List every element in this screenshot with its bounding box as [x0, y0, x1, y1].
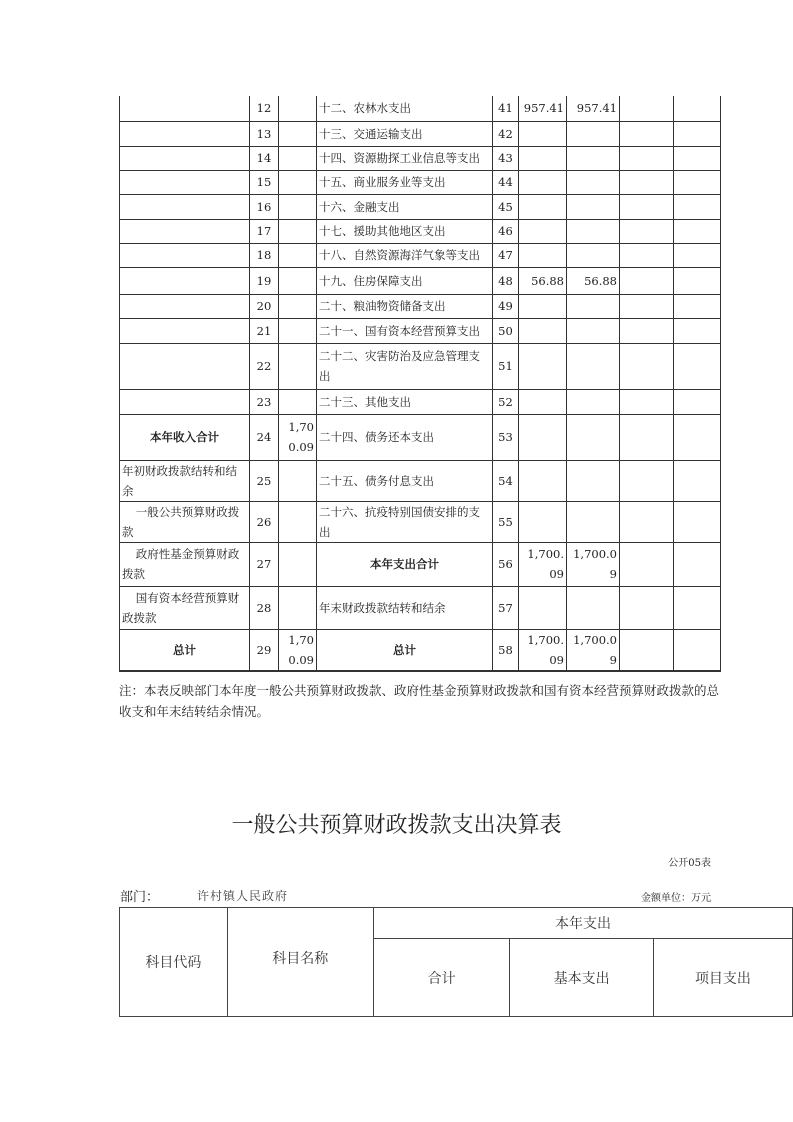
income-row-number: 20 [250, 294, 279, 318]
income-row-number: 25 [250, 460, 279, 501]
table-row [120, 194, 721, 219]
income-row-number: 15 [250, 170, 279, 194]
header-project-expense: 项目支出 [653, 939, 792, 1017]
expense-amount-3 [620, 170, 674, 194]
expense-amount-4 [674, 121, 721, 146]
table-row [120, 343, 721, 389]
department-label: 部门： [120, 890, 160, 905]
expense-amount-2 [567, 501, 620, 542]
expense-amount-2 [567, 170, 620, 194]
income-amount [279, 219, 317, 243]
income-amount: 1,700.09 [279, 414, 317, 460]
expense-amount-4 [674, 243, 721, 267]
income-item-label [120, 194, 250, 219]
expense-total-amount [519, 121, 567, 146]
income-item-label [120, 267, 250, 294]
income-amount [279, 146, 317, 170]
expense-row-number: 50 [493, 318, 519, 343]
expense-amount-3 [620, 501, 674, 542]
expense-amount-3 [620, 121, 674, 146]
income-item-label: 本年收入合计 [120, 414, 250, 460]
income-item-label [120, 219, 250, 243]
expense-amount-2: 1,700.09 [567, 542, 620, 586]
income-row-number: 13 [250, 121, 279, 146]
income-item-label [120, 389, 250, 414]
income-item-label [120, 343, 250, 389]
income-item-label: 年初财政拨款结转和结余 [120, 460, 250, 501]
expense-row-number: 57 [493, 586, 519, 629]
expense-amount-2: 1,700.09 [567, 629, 620, 671]
expense-amount-3 [620, 318, 674, 343]
expense-amount-2 [567, 121, 620, 146]
income-row-number: 29 [250, 629, 279, 671]
expense-amount-3 [620, 243, 674, 267]
expense-amount-3 [620, 542, 674, 586]
table-row [120, 219, 721, 243]
table-row [120, 586, 721, 629]
expense-amount-3 [620, 96, 674, 121]
income-row-number: 16 [250, 194, 279, 219]
income-row-number: 24 [250, 414, 279, 460]
expense-total-amount [519, 219, 567, 243]
expense-item-label: 十九、住房保障支出 [317, 267, 493, 294]
expense-amount-4 [674, 629, 721, 671]
expense-item-label: 二十三、其他支出 [317, 389, 493, 414]
expense-amount-3 [620, 389, 674, 414]
expense-total-amount [519, 586, 567, 629]
expense-amount-2: 56.88 [567, 267, 620, 294]
expense-item-label: 二十四、债务还本支出 [317, 414, 493, 460]
expense-total-amount [519, 343, 567, 389]
expense-total-amount [519, 460, 567, 501]
income-item-label [120, 318, 250, 343]
expense-amount-3 [620, 146, 674, 170]
expense-amount-3 [620, 219, 674, 243]
expense-row-number: 47 [493, 243, 519, 267]
expense-amount-4 [674, 414, 721, 460]
table-row [120, 96, 721, 121]
expense-item-label: 二十一、国有资本经营预算支出 [317, 318, 493, 343]
expense-amount-4 [674, 194, 721, 219]
income-row-number: 12 [250, 96, 279, 121]
expense-total-amount [519, 501, 567, 542]
expense-amount-2 [567, 243, 620, 267]
expense-item-label: 十六、金融支出 [317, 194, 493, 219]
income-item-label [120, 243, 250, 267]
expense-item-label: 二十六、抗疫特别国债安排的支出 [317, 501, 493, 542]
income-item-label: 国有资本经营预算财政拨款 [120, 586, 250, 629]
expense-amount-4 [674, 96, 721, 121]
expense-row-number: 46 [493, 219, 519, 243]
expense-item-label: 总计 [317, 629, 493, 671]
expense-amount-4 [674, 586, 721, 629]
income-row-number: 23 [250, 389, 279, 414]
expense-item-label: 十七、援助其他地区支出 [317, 219, 493, 243]
expense-amount-4 [674, 542, 721, 586]
income-item-label [120, 294, 250, 318]
expense-amount-3 [620, 194, 674, 219]
expense-item-label: 十三、交通运输支出 [317, 121, 493, 146]
expense-row-number: 48 [493, 267, 519, 294]
expense-amount-2 [567, 219, 620, 243]
expense-amount-4 [674, 170, 721, 194]
expense-item-label: 本年支出合计 [317, 542, 493, 586]
table-row [120, 501, 721, 542]
expense-item-label: 十二、农林水支出 [317, 96, 493, 121]
income-amount [279, 318, 317, 343]
expense-total-amount: 1,700.09 [519, 542, 567, 586]
income-row-number: 21 [250, 318, 279, 343]
expense-item-label: 二十五、债务付息支出 [317, 460, 493, 501]
department-name: 许村镇人民政府 [197, 889, 289, 903]
income-item-label [120, 170, 250, 194]
expense-amount-3 [620, 414, 674, 460]
income-amount [279, 343, 317, 389]
table-row [120, 542, 721, 586]
expense-amount-2 [567, 414, 620, 460]
income-amount [279, 389, 317, 414]
income-item-label: 总计 [120, 629, 250, 671]
income-amount: 1,700.09 [279, 629, 317, 671]
income-amount [279, 542, 317, 586]
income-amount [279, 170, 317, 194]
expense-row-number: 56 [493, 542, 519, 586]
expense-amount-3 [620, 629, 674, 671]
expense-amount-4 [674, 501, 721, 542]
table-row [120, 414, 721, 460]
income-amount [279, 586, 317, 629]
expense-row-number: 54 [493, 460, 519, 501]
header-subject-code: 科目代码 [120, 908, 228, 1017]
expense-amount-3 [620, 343, 674, 389]
expense-item-label: 十四、资源勘探工业信息等支出 [317, 146, 493, 170]
expense-amount-4 [674, 146, 721, 170]
expense-item-label: 十五、商业服务业等支出 [317, 170, 493, 194]
expense-amount-4 [674, 219, 721, 243]
expense-item-label: 十八、自然资源海洋气象等支出 [317, 243, 493, 267]
expense-header-table [119, 907, 793, 1017]
table-row [120, 121, 721, 146]
expense-row-number: 42 [493, 121, 519, 146]
expense-total-amount: 1,700.09 [519, 629, 567, 671]
expense-row-number: 58 [493, 629, 519, 671]
expense-total-amount [519, 414, 567, 460]
table-note: 注：本表反映部门本年度一般公共预算财政拨款、政府性基金预算财政拨款和国有资本经营预算财政拨款的总收支和年末结转结余情况。 [119, 683, 720, 719]
expense-row-number: 43 [493, 146, 519, 170]
expense-row-number: 51 [493, 343, 519, 389]
expense-item-label: 二十二、灾害防治及应急管理支出 [317, 343, 493, 389]
expense-amount-2 [567, 318, 620, 343]
expense-total-amount [519, 146, 567, 170]
expense-total-amount [519, 170, 567, 194]
expense-total-amount [519, 389, 567, 414]
income-row-number: 14 [250, 146, 279, 170]
expense-total-amount [519, 318, 567, 343]
table-row [120, 267, 721, 294]
income-expense-table [119, 96, 721, 672]
form-code: 公开05表 [668, 858, 711, 869]
expense-amount-4 [674, 294, 721, 318]
expense-row-number: 55 [493, 501, 519, 542]
expense-amount-3 [620, 460, 674, 501]
income-row-number: 22 [250, 343, 279, 389]
table-row [120, 389, 721, 414]
income-row-number: 28 [250, 586, 279, 629]
expense-amount-4 [674, 389, 721, 414]
expense-item-label: 年末财政拨款结转和结余 [317, 586, 493, 629]
income-item-label: 政府性基金预算财政拨款 [120, 542, 250, 586]
table-row [120, 294, 721, 318]
income-amount [279, 267, 317, 294]
section-title: 一般公共预算财政拨款支出决算表 [231, 813, 562, 838]
income-amount [279, 121, 317, 146]
income-row-number: 17 [250, 219, 279, 243]
table-row [120, 629, 721, 671]
income-row-number: 26 [250, 501, 279, 542]
header-basic-expense: 基本支出 [510, 939, 654, 1017]
expense-row-number: 52 [493, 389, 519, 414]
expense-amount-2 [567, 194, 620, 219]
expense-amount-2 [567, 586, 620, 629]
expense-amount-3 [620, 267, 674, 294]
header-total: 合计 [373, 939, 509, 1017]
expense-amount-4 [674, 343, 721, 389]
expense-amount-3 [620, 586, 674, 629]
table-row [120, 146, 721, 170]
income-item-label [120, 121, 250, 146]
table-row [120, 170, 721, 194]
income-amount [279, 96, 317, 121]
expense-row-number: 49 [493, 294, 519, 318]
expense-amount-4 [674, 460, 721, 501]
expense-amount-2 [567, 343, 620, 389]
income-amount [279, 243, 317, 267]
expense-row-number: 41 [493, 96, 519, 121]
income-amount [279, 194, 317, 219]
income-row-number: 18 [250, 243, 279, 267]
expense-total-amount [519, 194, 567, 219]
table-row [120, 460, 721, 501]
table-row [120, 243, 721, 267]
expense-row-number: 45 [493, 194, 519, 219]
income-amount [279, 501, 317, 542]
income-row-number: 19 [250, 267, 279, 294]
header-year-expense: 本年支出 [373, 908, 792, 939]
expense-amount-2 [567, 294, 620, 318]
expense-amount-2: 957.41 [567, 96, 620, 121]
amount-unit: 金额单位：万元 [641, 893, 711, 904]
income-item-label [120, 146, 250, 170]
income-item-label [120, 96, 250, 121]
expense-row-number: 53 [493, 414, 519, 460]
expense-total-amount: 56.88 [519, 267, 567, 294]
expense-total-amount: 957.41 [519, 96, 567, 121]
expense-amount-3 [620, 294, 674, 318]
expense-amount-2 [567, 460, 620, 501]
income-item-label: 一般公共预算财政拨款 [120, 501, 250, 542]
income-amount [279, 294, 317, 318]
table-row [120, 318, 721, 343]
expense-amount-4 [674, 318, 721, 343]
expense-amount-4 [674, 267, 721, 294]
expense-row-number: 44 [493, 170, 519, 194]
income-amount [279, 460, 317, 501]
expense-amount-2 [567, 389, 620, 414]
expense-total-amount [519, 243, 567, 267]
expense-total-amount [519, 294, 567, 318]
expense-amount-2 [567, 146, 620, 170]
header-subject-name: 科目名称 [227, 908, 373, 1017]
expense-item-label: 二十、粮油物资储备支出 [317, 294, 493, 318]
income-row-number: 27 [250, 542, 279, 586]
